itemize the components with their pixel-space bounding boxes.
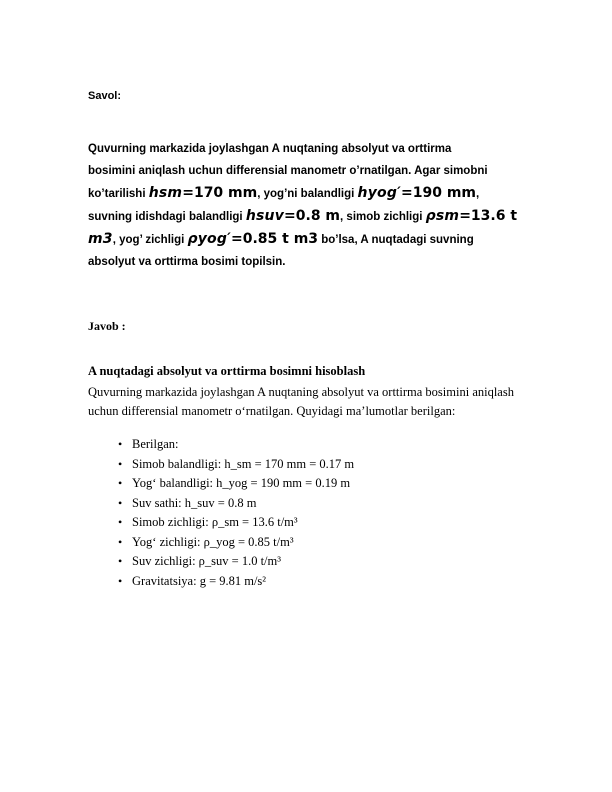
question-line-3-mid: , yog’ni balandligi	[257, 188, 358, 200]
rho-yog-value: =0.85 t m3	[230, 231, 319, 247]
hsuv-variable: hsuv	[245, 208, 285, 224]
question-line-6: absolyut va orttirma bosimi topilsin.	[88, 256, 286, 268]
hyog-value: =190 mm	[400, 185, 476, 201]
hsuv-value: =0.8 m	[284, 208, 341, 224]
list-item: • Yog‘ zichligi: ρ_yog = 0.85 t/m³	[118, 533, 524, 553]
hsm-variable: hsm	[148, 185, 183, 201]
answer-heading: A nuqtadagi absolyut va orttirma bosimni hisoblash	[88, 364, 366, 378]
rho-sm-value: =13.6 t	[459, 208, 518, 224]
given-values-list	[88, 435, 524, 591]
list-item: • Simob zichligi: ρ_sm = 13.6 t/m³	[118, 513, 524, 533]
list-item: • Simob balandligi: h_sm = 170 mm = 0.17 m	[118, 455, 524, 475]
list-item: • Berilgan:	[118, 435, 524, 455]
rho-yog-variable: ρyog′	[187, 231, 231, 247]
question-line-5-suffix: bo’lsa, A nuqtadagi suvning	[318, 234, 474, 246]
question-line-1: Quvurning markazida joylashgan A nuqtaning absolyut va orttirma	[88, 143, 452, 155]
question-label: Savol:	[88, 90, 122, 102]
list-item: • Gravitatsiya: g = 9.81 m/s²	[118, 572, 524, 592]
question-line-3-prefix: ko’tarilishi	[88, 188, 149, 200]
document-content	[88, 88, 524, 591]
answer-paragraph: Quvurning markazida joylashgan A nuqtaning absolyut va orttirma bosimini aniqlash uchun differensial manometr o‘rnatilgan. Quyidagi ma’lumotlar berilgan:	[88, 385, 514, 418]
hsm-value: =170 mm	[182, 185, 258, 201]
list-item: • Suv zichligi: ρ_suv = 1.0 t/m³	[118, 552, 524, 572]
m3-unit-1: m3	[88, 231, 113, 247]
question-line-5-mid: , yog’ zichligi	[112, 234, 188, 246]
question-body	[88, 138, 524, 273]
question-line-4-mid: , simob zichligi	[340, 211, 426, 223]
list-item: • Yog‘ balandligi: h_yog = 190 mm = 0.19 m	[118, 474, 524, 494]
answer-label: Javob :	[88, 319, 126, 333]
question-line-2: bosimini aniqlash uchun differensial manometr o’rnatilgan. Agar simobni	[88, 165, 488, 177]
rho-sm-variable: ρsm	[425, 208, 460, 224]
question-line-3-suffix: ,	[476, 188, 480, 200]
hyog-variable: hyog′	[357, 185, 401, 201]
list-item: • Suv sathi: h_suv = 0.8 m	[118, 494, 524, 514]
question-line-4-prefix: suvning idishdagi balandligi	[88, 211, 246, 223]
